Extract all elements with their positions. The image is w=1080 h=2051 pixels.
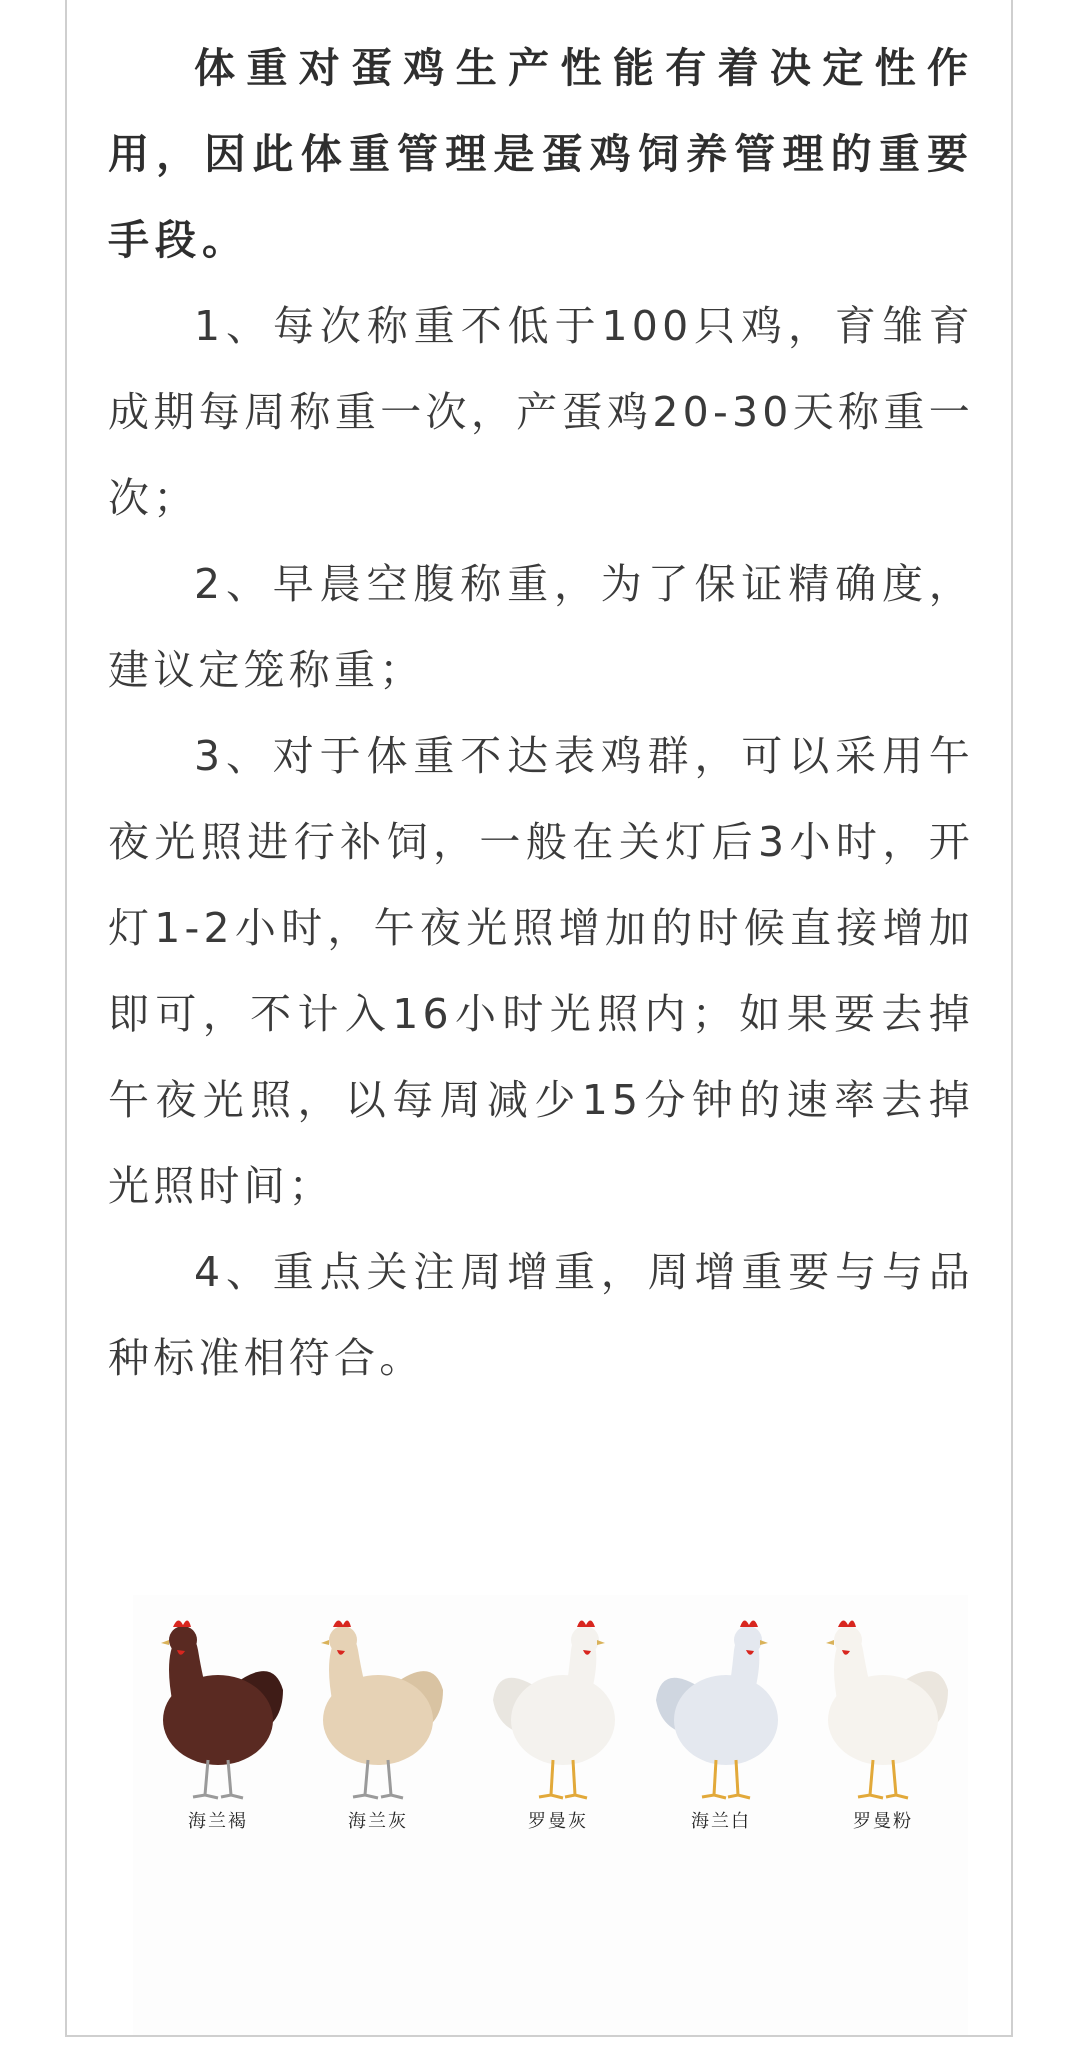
breed-caption: 海兰褐	[188, 1811, 248, 1832]
breed-item-hyline-white	[636, 1595, 806, 1855]
breed-caption: 罗曼灰	[528, 1811, 588, 1832]
breed-item-lohmann-gray	[473, 1595, 643, 1855]
breed-item-hyline-gray	[293, 1595, 463, 1855]
hen-image	[473, 1595, 643, 1810]
point-3-paragraph: 3、对于体重不达表鸡群，可以采用午夜光照进行补饲，一般在关灯后3小时，开灯1-2小时，午夜光照增加的时候直接增加即可，不计入16小时光照内；如果要去掉午夜光照，以每周减少15分钟的速率去掉光照时间；	[108, 732, 974, 1210]
breed-photo-strip	[133, 1595, 968, 2035]
point-1-paragraph: 1、每次称重不低于100只鸡，育雏育成期每周称重一次，产蛋鸡20-30天称重一次；	[108, 302, 974, 522]
breed-caption: 海兰白	[691, 1811, 751, 1832]
hen-image	[293, 1595, 463, 1810]
intro-paragraph: 体重对蛋鸡生产性能有着决定性作用，因此体重管理是蛋鸡饲养管理的重要手段。	[108, 44, 974, 264]
breed-caption: 海兰灰	[348, 1811, 408, 1832]
article-body	[108, 25, 974, 1401]
hen-image	[798, 1595, 968, 1810]
breed-item-lohmann-pink	[798, 1595, 968, 1855]
hen-image	[636, 1595, 806, 1810]
breed-caption: 罗曼粉	[853, 1811, 913, 1832]
breed-item-hyline-brown	[133, 1595, 303, 1855]
point-4-paragraph: 4、重点关注周增重，周增重要与与品种标准相符合。	[108, 1248, 974, 1382]
hen-image	[133, 1595, 303, 1810]
point-2-paragraph: 2、早晨空腹称重，为了保证精确度，建议定笼称重；	[108, 560, 974, 694]
